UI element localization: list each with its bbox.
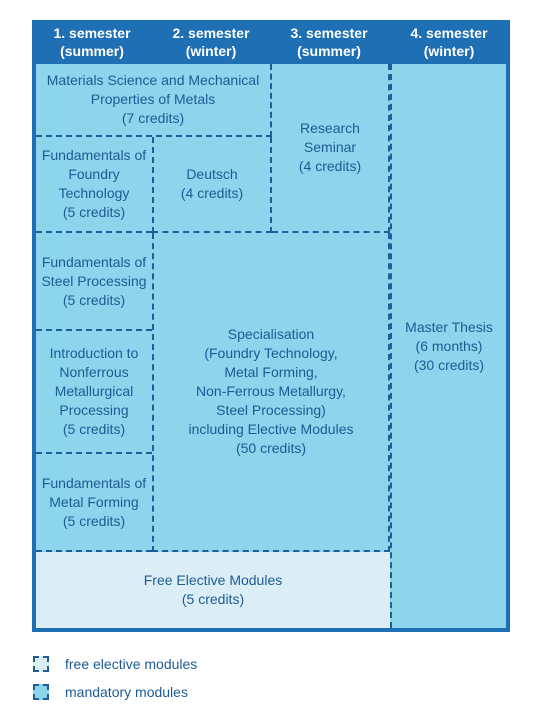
module-master-thesis: Master Thesis (6 months) (30 credits) xyxy=(390,64,506,628)
module-metal-forming: Fundamentals of Metal Forming (5 credits) xyxy=(36,454,152,552)
legend-free-elective xyxy=(33,656,197,672)
module-nonferrous-processing: Introduction to Nonferrous Metallurgical Processing (5 credits) xyxy=(36,331,152,454)
legend-free-swatch xyxy=(33,656,49,672)
module-deutsch: Deutsch (4 credits) xyxy=(152,137,272,233)
module-specialisation: Specialisation (Foundry Technology, Metal Forming, Non-Ferrous Metallurgy, Steel Processing) including Elective Modules (50 credits) xyxy=(152,233,390,552)
module-free-elective: Free Elective Modules (5 credits) xyxy=(36,552,390,628)
curriculum-grid xyxy=(32,20,510,632)
header-semester-1: 1. semester (summer) xyxy=(53,25,131,59)
legend-free-label: free elective modules xyxy=(65,656,198,672)
header-semester-3: 3. semester (summer) xyxy=(290,25,368,59)
module-foundry-technology: Fundamentals of Foundry Technology (5 credits) xyxy=(36,137,152,233)
module-research-seminar: Research Seminar (4 credits) xyxy=(272,64,390,233)
header-semester-2: 2. semester (winter) xyxy=(172,25,250,59)
module-steel-processing: Fundamentals of Steel Processing (5 credits) xyxy=(36,233,152,331)
legend-mandatory xyxy=(33,684,188,700)
legend-mandatory-label: mandatory modules xyxy=(65,684,188,700)
legend-mandatory-swatch xyxy=(33,684,49,700)
header-semester-4: 4. semester (winter) xyxy=(410,25,488,59)
module-materials-science: Materials Science and Mechanical Properties of Metals (7 credits) xyxy=(36,64,272,137)
